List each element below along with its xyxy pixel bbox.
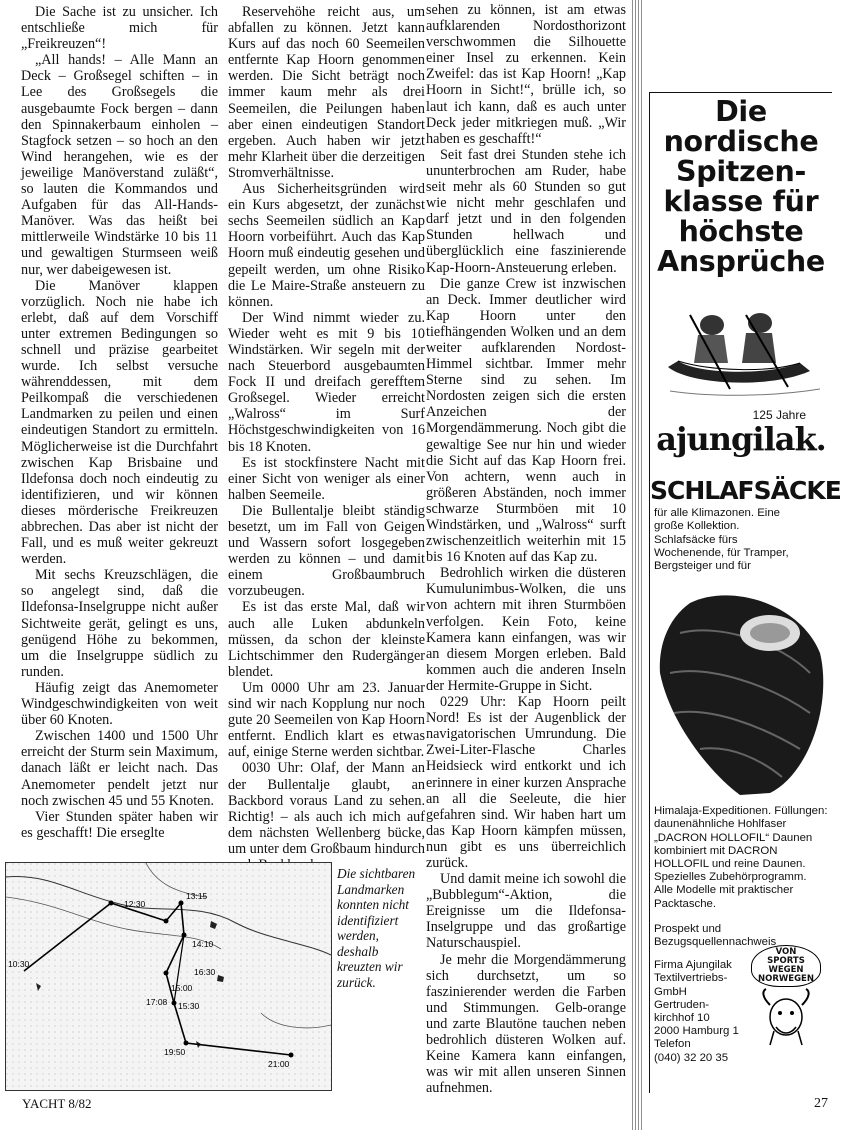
ad-anniversary: 125 Jahre <box>752 408 806 422</box>
paragraph: Um 0000 Uhr am 23. Januar sind wir nach Kopplung nur noch gute 20 Seemeilen von Kap Hoorn entfernt. Endlich klart es etwas auf, einige Sterne werden sichtbar. <box>228 679 425 761</box>
address-line: Textilvertriebs- <box>654 972 728 985</box>
paragraph: Aus Sicherheitsgründen wird ein Kurs abgesetzt, der zunächst sechs Seemeilen südlich an Kap Hoorn vorbeiführt. Auch das Kap Hoorn muß eindeutig gesehen und gepeilt werden, um ohne Risiko die Le Maire-Straße ansteuern zu können. <box>228 181 425 310</box>
ad-headline-line: höchste <box>678 215 804 248</box>
address-line: (040) 32 20 35 <box>654 1051 729 1064</box>
route-map <box>5 862 332 1091</box>
badge-line: WEGEN <box>768 965 804 976</box>
ad-body-text: für alle Klimazonen. Eine große Kollektion. Schlafsäcke fürs Wochenende, für Tramper, Bergsteiger und für <box>654 507 789 573</box>
address-line: Gertruden- <box>654 998 710 1011</box>
ad-prospekt-text: Prospekt und Bezugsquellennachweis <box>654 922 777 949</box>
address-line: GmbH <box>654 985 687 998</box>
paragraph: sehen zu können, ist am etwas aufklarenden Nordosthorizont verschwommen die Silhouette einer Insel zu erkennen. Kein Zweifel: das ist Kap Hoorn! „Kap Hoorn in Sicht!“, brülle ich, so laut ich kann, daß es auch unter Deck jeder mitkriegen muß. „Wir haben es geschafft!“ <box>426 2 626 147</box>
address-line: Telefon <box>654 1038 691 1051</box>
ad-headline-line: nordische <box>663 125 819 158</box>
canoe-illustration <box>650 285 832 405</box>
badge-line: VON <box>775 947 797 958</box>
address-line: 2000 Hamburg 1 <box>654 1025 739 1038</box>
ad-headline-line: Die <box>715 95 767 128</box>
address-line: kirchhof 10 <box>654 1012 710 1025</box>
ad-brand-logo: ajungilak. <box>656 420 826 459</box>
map-time-label: 15:00 <box>171 983 193 993</box>
viking-mascot-icon <box>756 987 816 1049</box>
map-time-label: 21:00 <box>268 1059 290 1069</box>
map-time-label: 12:30 <box>124 899 146 909</box>
paragraph: Es ist das erste Mal, daß wir auch alle Luken abdunkeln müssen, da schon der kleinste Lichtschimmer den Rudergänger blendet. <box>228 599 425 680</box>
article-column-1 <box>21 4 218 841</box>
paragraph: Zwischen 1400 und 1500 Uhr erreicht der Sturm sein Maximum, danach läßt er leicht nach. Das Anemometer pendelt jetzt nur noch zwischen 45 und 55 Knoten. <box>21 728 218 809</box>
ajungilak-advertisement <box>649 92 841 1093</box>
page-number: 27 <box>814 1096 828 1111</box>
ad-body-text: Himalaja-Expeditionen. Füllungen: daunenähnliche Hohlfaser „DACRON HOLLOFIL“ Daunen kombiniert mit DACRON HOLLOFIL und reine Daunen. Spezielles Zubehörprogramm. Alle Modelle mit praktischer Packtasche. <box>654 805 828 910</box>
ad-headline-line: klasse für <box>663 185 819 218</box>
map-time-label: 13:15 <box>186 891 208 901</box>
map-time-label: 17:08 <box>146 997 168 1007</box>
ad-headline <box>650 97 832 277</box>
paragraph: Mit sechs Kreuzschlägen, die so angelegt sind, daß die Ildefonsa-Inselgruppe nicht außer Sichtweite gerät, gelingt es uns, genügend Höhe zu bekommen, um die Inselgruppe südlich zu runden. <box>21 567 218 680</box>
map-time-label: 16:30 <box>194 967 216 977</box>
paragraph: Und damit meine ich sowohl die „Bubblegum“-Aktion, die Ereignisse um die Ildefonsa-Inselgruppe und das großartige Naturschauspiel. <box>426 871 626 952</box>
paragraph: Häufig zeigt das Anemometer Windgeschwindigkeiten von weit über 60 Knoten. <box>21 679 218 729</box>
badge-line: NORWEGEN <box>758 974 814 985</box>
paragraph: 0229 Uhr: Kap Hoorn peilt Nord! Es ist der Augenblick der navigatorischen Umrundung. Die Zwei-Liter-Flasche Charles Heidsieck wird entkorkt und ich erinnere in einer kurzen Ansprache an all die Seeleute, die hier gefahren sind. Wir haben hart um das Kap Hoorn kämpfen müssen, nun gibt es uns überreichlich zurück. <box>426 694 626 871</box>
map-time-label: 10:30 <box>8 959 30 969</box>
paragraph: Die Sache ist zu unsicher. Ich entschließe mich für „Freikreuzen“! <box>21 4 218 53</box>
ad-product-name: SCHLAFSÄCKE <box>650 476 841 506</box>
address-line: Firma Ajungilak <box>654 959 732 972</box>
paragraph: Die Manöver klappen vorzüglich. Noch nie habe ich erlebt, daß auf dem Vorschiff unter extremen Bedingungen so schnell und präzise gearbeitet wurde. Ich selbst versuche währenddessen, mit dem Peilkompaß die verschiedenen Landmarken zu peilen und einen eindeutigen Standort zu ermitteln. Möglicherweise ist die Durchfahrt zwischen Kap Brisbaine und Ildefonsa doch noch eindeutig zu identifizieren, und wir können dieses mörderische Freikreuzen abbrechen. Das aber ist nicht der Fall, und es muß weiter gekreuzt werden. <box>21 277 218 568</box>
paragraph: Je mehr die Morgendämmerung sich durchsetzt, um so faszinierender werden die Farben und Stimmungen. Gelb-orange und zarte Blautöne tauchen neben bedrohlich düsteren Wolken auf. Keine Kamera kann einfangen, was wir mit allen unseren Sinnen aufnehmen. <box>426 951 626 1097</box>
ad-address-block <box>650 949 832 1089</box>
paragraph: Vier Stunden später haben wir es geschafft! Die erseglte <box>21 808 218 841</box>
paragraph: Seit fast drei Stunden stehe ich ununterbrochen am Ruder, habe seit mehr als 60 Stunden so gut wie nicht mehr geschlafen und darf jetzt und in den folgenden Stunden hellwach und überglücklich eine faszinierende Kap-Hoorn-Ansteuerung erleben. <box>426 146 626 276</box>
map-time-label: 19:50 <box>164 1047 186 1057</box>
paragraph: „All hands! – Alle Mann an Deck – Großsegel schiften – in Lee des Großsegels die ausgebaumte Fock bergen – dann den Spinnakerbaum einholen – Stagfock setzen – so hoch an den Wind herangehen, wie es der jeweilige Manöverstand zuläßt“, so lauten die Kommandos und Aufgaben für das All-Hands-Manöver. Was das heißt bei mittlerweile Windstärke 10 bis 11 und gewaltigen Sturmseen weiß nur, wer dabeigewesen ist. <box>21 52 218 278</box>
sleeping-bag-illustration <box>650 573 832 801</box>
ad-address <box>654 959 750 1065</box>
footer-publication: YACHT 8/82 <box>22 1096 92 1111</box>
page-edge-rule <box>632 0 644 1130</box>
paragraph: Bedrohlich wirken die düsteren Kumulunimbus-Wolken, die uns von achtern mit ihren Sturmböen verfolgen. Kein Foto, keine Kamera kann einfangen, was wir an diesem Morgen erleben. Bald kommen auch die anderen Inseln der Hermite-Gruppe in Sicht. <box>426 565 626 694</box>
paragraph: Der Wind nimmt wieder zu. Wieder weht es mit 9 bis 10 Windstärken. Wir segeln mit der nach Steuerbord ausgebaumten Fock II und dreifach gerefftem Großsegel. Wieder erreicht „Walross“ im Surf Höchstgeschwindigkeiten von 16 bis 18 Knoten. <box>228 309 425 455</box>
map-time-label: 14:10 <box>192 939 214 949</box>
route-map-drawing <box>6 863 331 1090</box>
sports-badge <box>746 945 826 1049</box>
ad-headline-line: Ansprüche <box>657 245 825 278</box>
ad-headline-line: Spitzen- <box>676 155 806 188</box>
article-column-3 <box>426 2 626 1096</box>
paragraph: 0030 Uhr: Olaf, der Mann an der Bullentalje glaubt, an Backbord voraus Land zu sehen. Richtig! – als auch ich mich auf dem nächsten Wellenberg bücke, um unter dem Großbaum hindurch <box>228 760 426 857</box>
paragraph: Die Bullentalje bleibt ständig besetzt, um im Fall von Geigen und Wassern sofort losgegeben werden zu können – und damit einem Großbaumbruch vorzubeugen. <box>228 502 425 600</box>
article-column-2 <box>228 4 425 873</box>
paragraph: Reservehöhe reicht aus, um abfallen zu können. Jetzt kann Kurs auf das noch 60 Seemeilen entfernte Kap Hoorn genommen werden. Die Sicht beträgt noch immer kaum mehr als drei Seemeilen, die Peilungen haben aber einen eindeutigen Standort ergeben. Auch haben wir jetzt mehr Klarheit über die derzeitigen Stromverhältnisse. <box>228 4 425 181</box>
badge-line: SPORTS <box>767 956 805 967</box>
map-caption: Die sichtbaren Landmarken konnten nicht identifiziert werden, deshalb kreuzten wir zurück. <box>337 866 416 990</box>
paragraph: Es ist stockfinstere Nacht mit einer Sicht von weniger als einer halben Seemeile. <box>228 454 425 503</box>
map-time-label: 15:30 <box>178 1001 200 1011</box>
paragraph: Die ganze Crew ist inzwischen an Deck. Immer deutlicher wird Kap Hoorn unter den tiefhängenden Wolken und an dem weiter aufklarenden Nordost-Himmel sichtbar. Immer mehr Sterne sind zu sehen. Im Nordosten zeigen sich die ersten Anzeichen der Morgendämmerung. Noch gibt die gewaltige See nur hin und wieder die Sicht auf das Kap Hoorn frei. Von achtern, wenn auch in größeren Abständen, noch immer schwarze Sturmböen mit 10 Windstärken, und „Walross“ surft zwischenzeitlich weiterhin mit 15 bis 16 Knoten auf das Kap zu. <box>426 275 626 566</box>
